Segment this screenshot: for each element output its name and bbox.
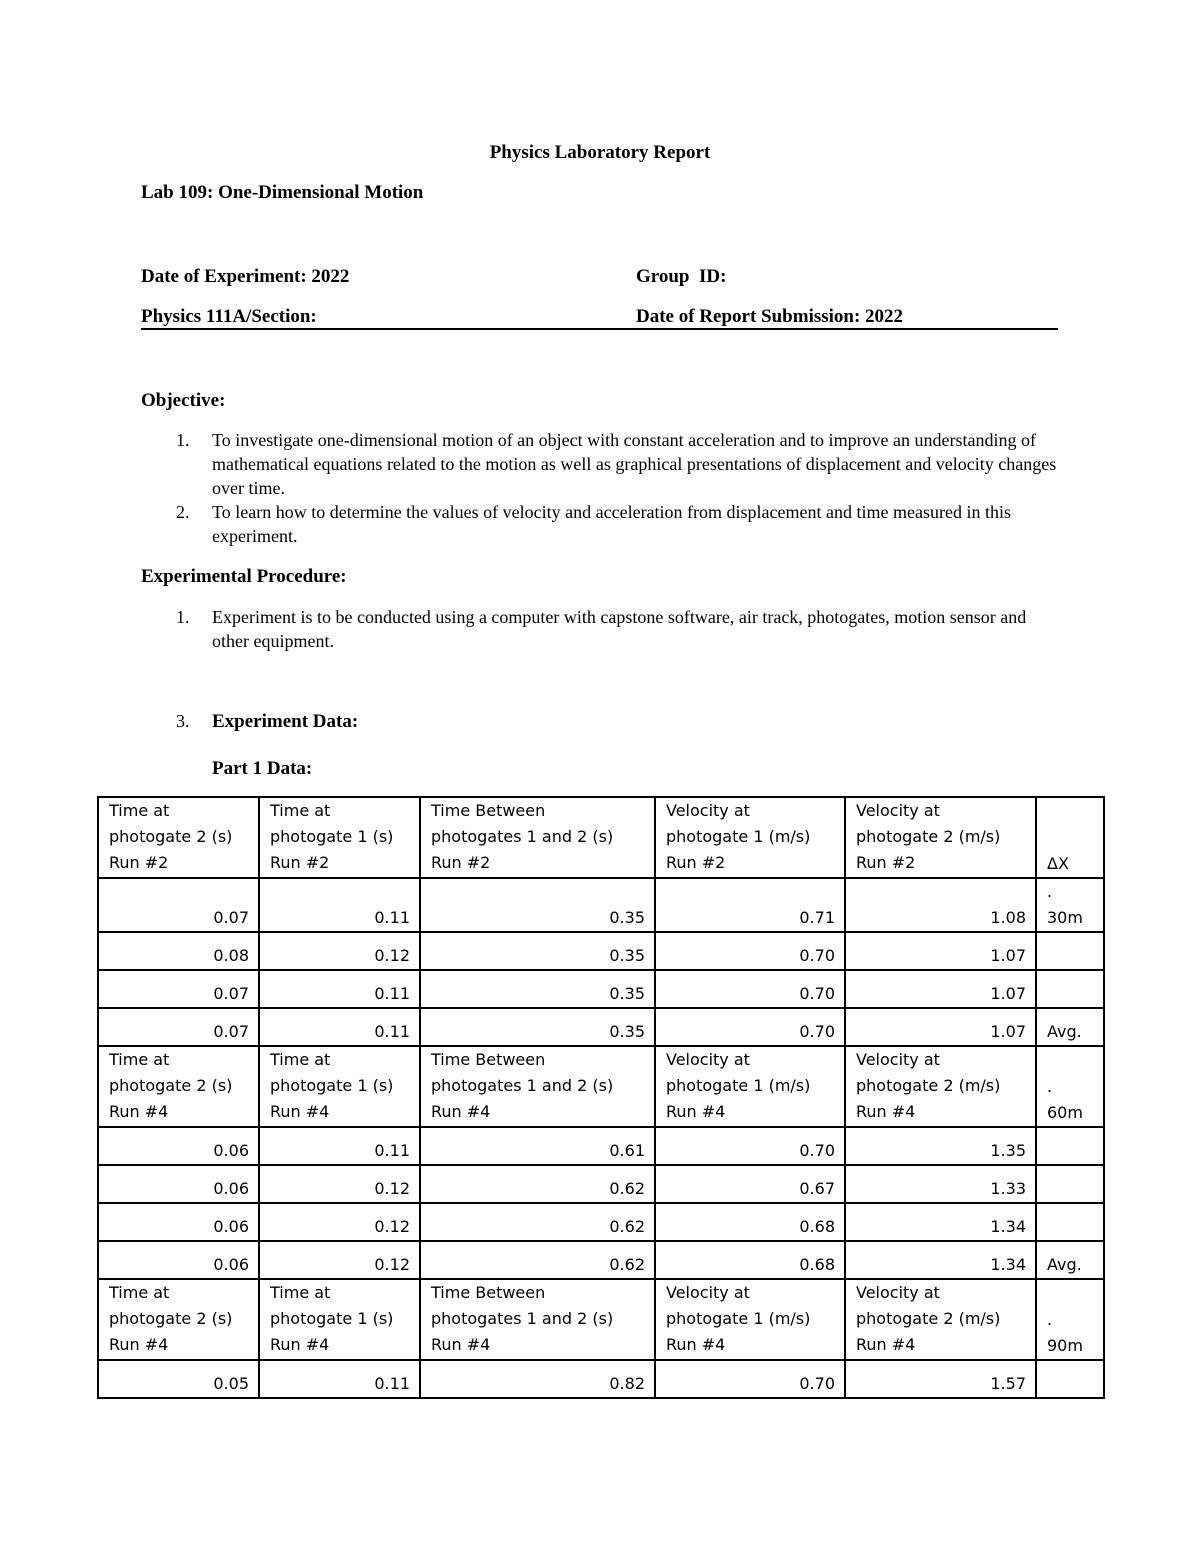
- delta-x-header-cell: [1036, 1279, 1104, 1360]
- cell-value: 0.06: [213, 1141, 249, 1160]
- table-cell: [98, 878, 259, 932]
- cell-value: 0.68: [799, 1255, 835, 1274]
- table-cell: [845, 1127, 1036, 1165]
- delta-x-cell: [1036, 932, 1104, 970]
- table-header-cell: [845, 797, 1036, 878]
- delta-x-cell: [1036, 1241, 1104, 1279]
- table-cell: [420, 1241, 655, 1279]
- table-row: [98, 878, 1104, 932]
- table-cell: [845, 1360, 1036, 1398]
- cell-value: 0.82: [609, 1374, 645, 1393]
- header-text: Time Between photogates 1 and 2 (s) Run #4: [431, 1050, 614, 1121]
- cell-value: 0.05: [213, 1374, 249, 1393]
- delta-x-cell: [1036, 1008, 1104, 1046]
- table-cell: [420, 1127, 655, 1165]
- header-text: Velocity at photogate 2 (m/s) Run #4: [856, 1050, 1001, 1121]
- table-header-cell: [259, 1046, 420, 1127]
- cell-value: 0.12: [374, 1255, 410, 1274]
- cell-value: 1.34: [990, 1255, 1026, 1274]
- header-divider: [141, 328, 1058, 330]
- delta-x-cell: [1036, 878, 1104, 932]
- table-cell: [420, 878, 655, 932]
- cell-value: 0.62: [609, 1217, 645, 1236]
- cell-value: 0.70: [799, 1022, 835, 1041]
- table-cell: [259, 932, 420, 970]
- cell-value: Avg.: [1047, 1022, 1082, 1041]
- table-cell: [420, 1360, 655, 1398]
- date-of-submission: Date of Report Submission: 2022: [636, 306, 904, 327]
- header-text: Velocity at photogate 2 (m/s) Run #2: [856, 801, 1001, 872]
- objective-text: To learn how to determine the values of velocity and acceleration from displacement and time measured in this experiment.: [212, 502, 1011, 546]
- header-text: ΔX: [1047, 854, 1069, 873]
- delta-x-cell: [1036, 1165, 1104, 1203]
- table-cell: [98, 1241, 259, 1279]
- table-cell: [655, 1165, 845, 1203]
- cell-value: 0.11: [374, 984, 410, 1003]
- cell-value: 0.08: [213, 946, 249, 965]
- cell-value: 0.07: [213, 984, 249, 1003]
- table-body: [98, 797, 1104, 1398]
- cell-value: 0.11: [374, 1374, 410, 1393]
- table-cell: [259, 1127, 420, 1165]
- cell-value: 0.68: [799, 1217, 835, 1236]
- table-cell: [655, 1127, 845, 1165]
- table-cell: [420, 1203, 655, 1241]
- cell-value: 1.07: [990, 946, 1026, 965]
- header-text: Velocity at photogate 2 (m/s) Run #4: [856, 1283, 1001, 1354]
- cell-value: 0.11: [374, 1141, 410, 1160]
- table-cell: [420, 932, 655, 970]
- table-cell: [98, 932, 259, 970]
- delta-x-cell: [1036, 1203, 1104, 1241]
- table-row: [98, 1165, 1104, 1203]
- list-number: 3.: [176, 711, 190, 731]
- table-cell: [655, 932, 845, 970]
- group-id: Group ID:: [636, 266, 727, 287]
- table-header-row: [98, 1046, 1104, 1127]
- header-text: Time at photogate 2 (s) Run #4: [109, 1050, 233, 1121]
- table-row: [98, 1203, 1104, 1241]
- table-cell: [420, 1008, 655, 1046]
- list-number: 1.: [176, 607, 190, 627]
- procedure-item: [141, 605, 1061, 653]
- table-header-cell: [655, 1279, 845, 1360]
- cell-value: 0.12: [374, 1179, 410, 1198]
- list-number: 1.: [176, 430, 190, 450]
- table-header-cell: [420, 797, 655, 878]
- cell-value: 1.07: [990, 984, 1026, 1003]
- table-row: [98, 970, 1104, 1008]
- table-header-cell: [655, 1046, 845, 1127]
- procedure-list: [141, 605, 1061, 653]
- objective-item: [141, 500, 1061, 548]
- table-row: [98, 1360, 1104, 1398]
- table-cell: [845, 1165, 1036, 1203]
- cell-value: 0.11: [374, 1022, 410, 1041]
- header-text: Time at photogate 1 (s) Run #4: [270, 1283, 394, 1354]
- table-cell: [259, 1241, 420, 1279]
- cell-value: 1.35: [990, 1141, 1026, 1160]
- list-number: 2.: [176, 502, 190, 522]
- course-section: Physics 111A/Section:: [141, 306, 317, 327]
- table-header-cell: [655, 797, 845, 878]
- table-cell: [655, 878, 845, 932]
- data-section-list: [141, 709, 1061, 734]
- header-text: Velocity at photogate 1 (m/s) Run #4: [666, 1283, 811, 1354]
- header-text: Time at photogate 2 (s) Run #2: [109, 801, 233, 872]
- cell-value: 0.06: [213, 1255, 249, 1274]
- table-row: [98, 1127, 1104, 1165]
- objective-item: [141, 428, 1061, 500]
- table-cell: [98, 1360, 259, 1398]
- cell-value: 0.70: [799, 984, 835, 1003]
- cell-value: 0.06: [213, 1179, 249, 1198]
- table-cell: [845, 1241, 1036, 1279]
- delta-x-header-cell: [1036, 1046, 1104, 1127]
- cell-value: 1.08: [990, 908, 1026, 927]
- table-cell: [98, 1165, 259, 1203]
- table-cell: [259, 1008, 420, 1046]
- date-of-experiment: Date of Experiment: 2022: [141, 266, 350, 287]
- cell-value: 0.35: [609, 946, 645, 965]
- table-header-row: [98, 797, 1104, 878]
- table-header-cell: [259, 1279, 420, 1360]
- cell-value: 0.70: [799, 1141, 835, 1160]
- table-cell: [98, 1127, 259, 1165]
- cell-value: 0.71: [799, 908, 835, 927]
- header-text: Time at photogate 2 (s) Run #4: [109, 1283, 233, 1354]
- experiment-data-heading: Experiment Data:: [212, 711, 359, 732]
- cell-value: 0.61: [609, 1141, 645, 1160]
- cell-value: 0.11: [374, 908, 410, 927]
- table-cell: [845, 878, 1036, 932]
- table-cell: [655, 1360, 845, 1398]
- table-cell: [259, 878, 420, 932]
- cell-value: 0.35: [609, 1022, 645, 1041]
- lab-title: Lab 109: One-Dimensional Motion: [141, 182, 424, 203]
- cell-value: 0.12: [374, 1217, 410, 1236]
- table-header-cell: [845, 1046, 1036, 1127]
- table-cell: [845, 932, 1036, 970]
- header-text: Time at photogate 1 (s) Run #4: [270, 1050, 394, 1121]
- header-text: Time at photogate 1 (s) Run #2: [270, 801, 394, 872]
- cell-value: 0.35: [609, 908, 645, 927]
- table-cell: [845, 970, 1036, 1008]
- table-cell: [259, 1203, 420, 1241]
- table-cell: [420, 970, 655, 1008]
- cell-value: 1.34: [990, 1217, 1026, 1236]
- cell-value: 0.70: [799, 1374, 835, 1393]
- table-cell: [845, 1203, 1036, 1241]
- cell-value: 0.06: [213, 1217, 249, 1236]
- table-cell: [98, 1008, 259, 1046]
- cell-value: 0.67: [799, 1179, 835, 1198]
- table-cell: [655, 1008, 845, 1046]
- delta-x-cell: [1036, 1127, 1104, 1165]
- cell-value: 0.62: [609, 1179, 645, 1198]
- table-cell: [98, 970, 259, 1008]
- report-title: Physics Laboratory Report: [489, 142, 711, 163]
- table-cell: [259, 1165, 420, 1203]
- table-row: [98, 932, 1104, 970]
- header-text: . 90m: [1047, 1310, 1083, 1355]
- cell-value: 0.35: [609, 984, 645, 1003]
- part1-heading: Part 1 Data:: [212, 758, 313, 779]
- cell-value: Avg.: [1047, 1255, 1082, 1274]
- table-header-cell: [98, 1279, 259, 1360]
- cell-value: 0.07: [213, 1022, 249, 1041]
- table-header-cell: [98, 1046, 259, 1127]
- table-header-cell: [845, 1279, 1036, 1360]
- objective-text: To investigate one-dimensional motion of an object with constant acceleration and to improve an understanding of mathematical equations related to the motion as well as graphical presentations of displacement and velocity changes over time.: [212, 430, 1057, 498]
- header-text: Time Between photogates 1 and 2 (s) Run #4: [431, 1283, 614, 1354]
- objective-list: [141, 428, 1061, 548]
- table-cell: [655, 1241, 845, 1279]
- delta-x-header-cell: [1036, 797, 1104, 878]
- cell-value: 0.70: [799, 946, 835, 965]
- cell-value: 1.33: [990, 1179, 1026, 1198]
- table-cell: [655, 970, 845, 1008]
- table-cell: [259, 970, 420, 1008]
- cell-value: . 30m: [1047, 882, 1083, 927]
- table-row: [98, 1008, 1104, 1046]
- header-text: . 60m: [1047, 1077, 1083, 1122]
- delta-x-cell: [1036, 1360, 1104, 1398]
- table-header-cell: [420, 1279, 655, 1360]
- table-header-cell: [259, 797, 420, 878]
- procedure-text: Experiment is to be conducted using a computer with capstone software, air track, photogates, motion sensor and other equipment.: [212, 607, 1027, 651]
- table-cell: [98, 1203, 259, 1241]
- cell-value: 0.62: [609, 1255, 645, 1274]
- table-cell: [420, 1165, 655, 1203]
- header-text: Time Between photogates 1 and 2 (s) Run #2: [431, 801, 614, 872]
- cell-value: 0.12: [374, 946, 410, 965]
- header-text: Velocity at photogate 1 (m/s) Run #2: [666, 801, 811, 872]
- objective-heading: Objective:: [141, 390, 226, 411]
- table-header-cell: [98, 797, 259, 878]
- cell-value: 1.07: [990, 1022, 1026, 1041]
- cell-value: 1.57: [990, 1374, 1026, 1393]
- cell-value: 0.07: [213, 908, 249, 927]
- procedure-heading: Experimental Procedure:: [141, 566, 347, 587]
- table-cell: [845, 1008, 1036, 1046]
- table-header-row: [98, 1279, 1104, 1360]
- table-cell: [259, 1360, 420, 1398]
- delta-x-cell: [1036, 970, 1104, 1008]
- table-row: [98, 1241, 1104, 1279]
- table-header-cell: [420, 1046, 655, 1127]
- part1-data-table: [97, 796, 1105, 1399]
- header-text: Velocity at photogate 1 (m/s) Run #4: [666, 1050, 811, 1121]
- table-cell: [655, 1203, 845, 1241]
- data-section-item: [141, 709, 1061, 734]
